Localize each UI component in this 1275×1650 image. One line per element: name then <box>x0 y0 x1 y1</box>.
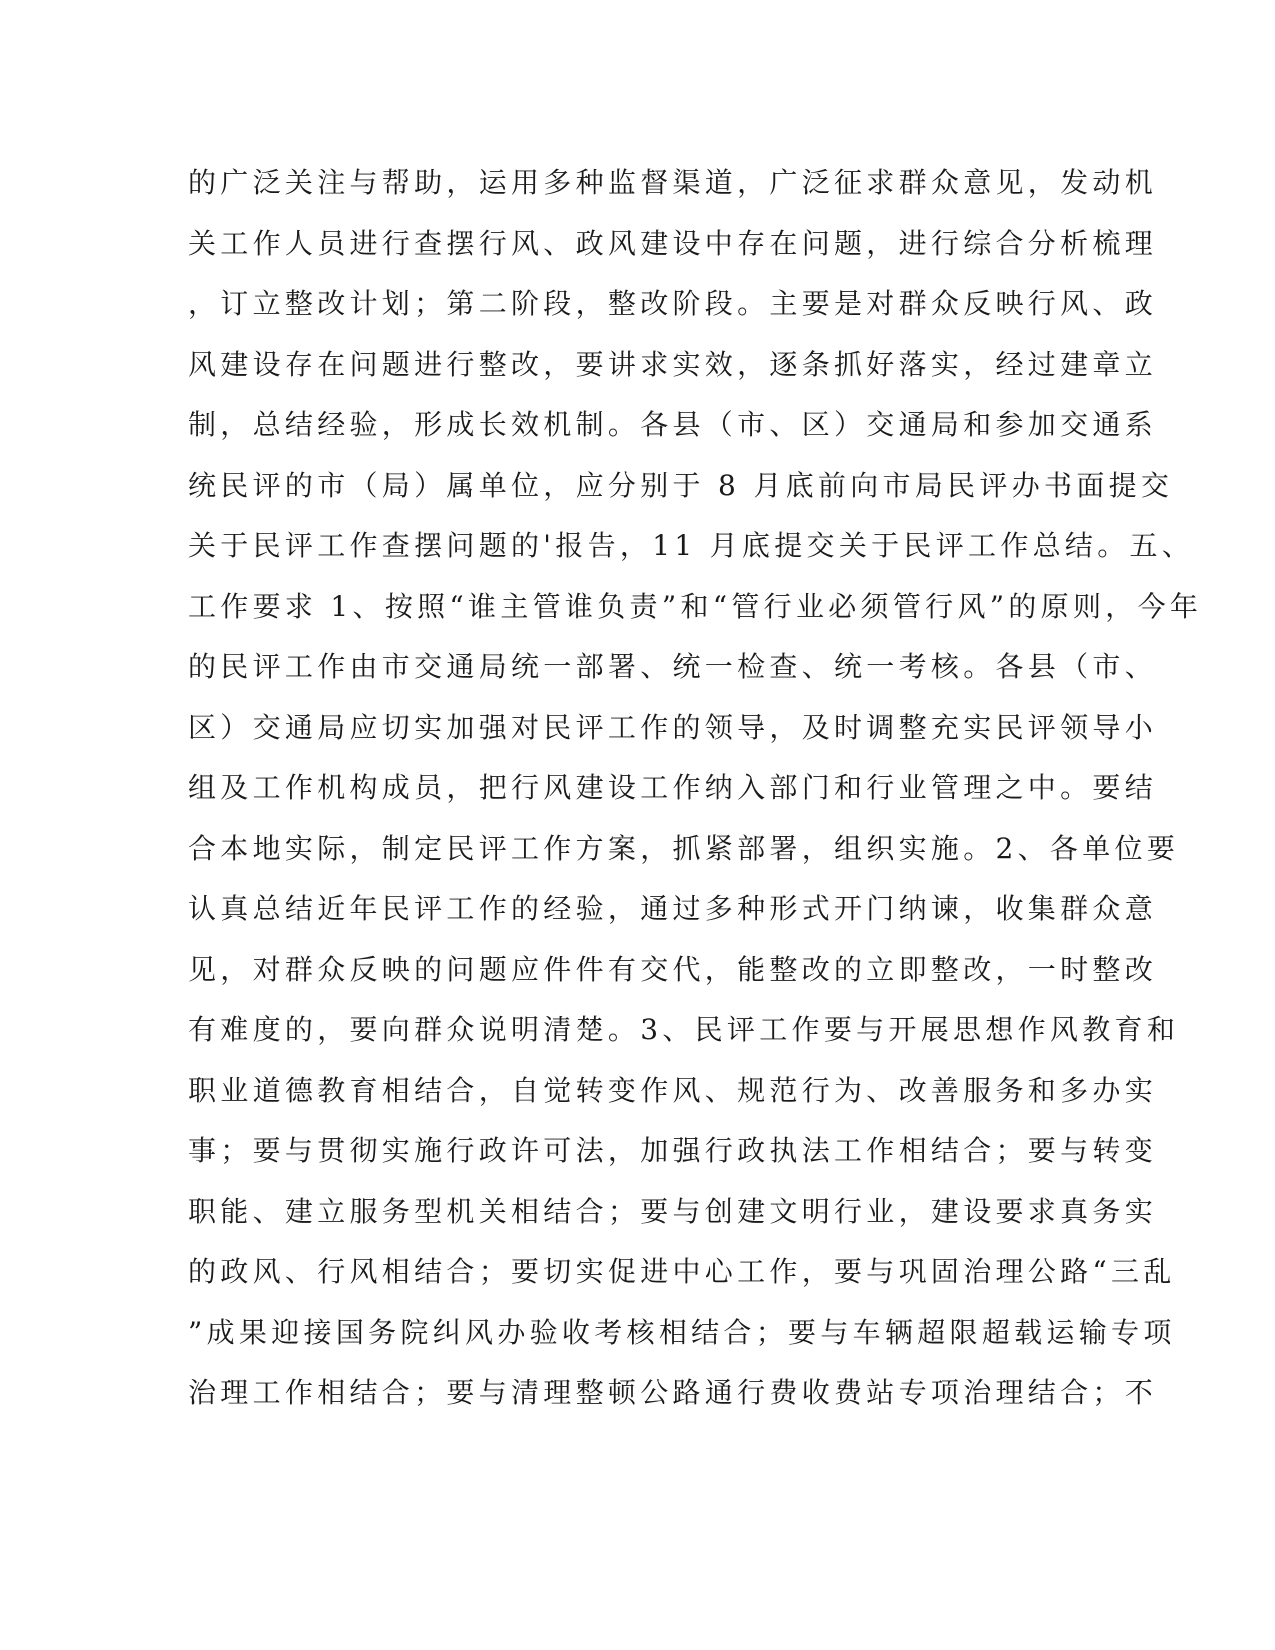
text-line: 合本地实际，制定民评工作方案，抓紧部署，组织实施。2、各单位要 <box>188 831 1180 865</box>
text-line: 统民评的市（局）属单位，应分别于 8 月底前向市局民评办书面提交 <box>188 468 1174 502</box>
text-line: 的广泛关注与帮助，运用多种监督渠道，广泛征求群众意见，发动机 <box>188 166 1158 199</box>
text-line: 区）交通局应切实加强对民评工作的领导，及时调整充实民评领导小 <box>188 710 1158 744</box>
text-line: 的政风、行风相结合；要切实促进中心工作，要与巩固治理公路“三乱 <box>188 1255 1176 1288</box>
text-line: 制，总结经验，形成长效机制。各县（市、区）交通局和参加交通系 <box>188 408 1158 441</box>
text-line: 认真总结近年民评工作的经验，通过多种形式开门纳谏，收集群众意 <box>188 892 1158 925</box>
text-line: 职业道德教育相结合，自觉转变作风、规范行为、改善服务和多办实 <box>188 1073 1158 1107</box>
text-line: ”成果迎接国务院纠风办验收考核相结合；要与车辆超限超载运输专项 <box>188 1315 1176 1349</box>
text-line: 组及工作机构成员，把行风建设工作纳入部门和行业管理之中。要结 <box>188 771 1158 804</box>
text-line: 职能、建立服务型机关相结合；要与创建文明行业，建设要求真务实 <box>188 1194 1158 1228</box>
text-line: 见，对群众反映的问题应件件有交代，能整改的立即整改，一时整改 <box>188 952 1158 986</box>
text-line: 治理工作相结合；要与清理整顿公路通行费收费站专项治理结合；不 <box>188 1376 1158 1409</box>
text-line: 风建设存在问题进行整改，要讲求实效，逐条抓好落实，经过建章立 <box>188 347 1158 381</box>
text-line: 有难度的，要向群众说明清楚。3、民评工作要与开展思想作风教育和 <box>188 1013 1180 1046</box>
text-line: 关于民评工作查摆问题的'报告，11 月底提交关于民评工作总结。五、 <box>188 529 1195 562</box>
text-line: 的民评工作由市交通局统一部署、统一检查、统一考核。各县（市、 <box>188 650 1158 683</box>
text-line: 工作要求 1、按照“谁主管谁负责”和“管行业必须管行风”的原则，今年 <box>188 589 1203 623</box>
body-text <box>188 158 1203 1429</box>
text-line: 关工作人员进行查摆行风、政风建设中存在问题，进行综合分析梳理 <box>188 226 1158 260</box>
text-line: 事；要与贯彻实施行政许可法，加强行政执法工作相结合；要与转变 <box>188 1134 1158 1167</box>
text-line: ，订立整改计划；第二阶段，整改阶段。主要是对群众反映行风、政 <box>188 287 1158 320</box>
